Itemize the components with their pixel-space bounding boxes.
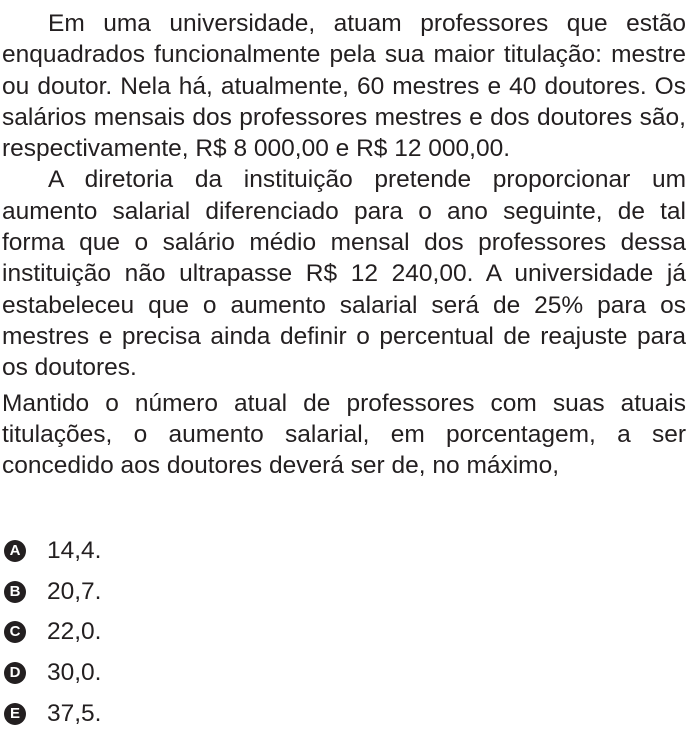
option-c-text: 22,0.: [47, 618, 102, 646]
option-a-letter-icon: A: [4, 540, 26, 562]
option-e[interactable]: [4, 693, 604, 734]
question-paragraph-1: Em uma universidade, atuam professores que estão enquadrados funcionalmente pela sua maior titulação: mestre ou doutor. Nela há, atualmente, 60 mestres e 40 doutores. Os salários mensais dos professores mestres e dos doutores são, respectivamente, R$ 8 000,00 e R$ 12 000,00.: [2, 10, 686, 163]
option-d-letter-icon: D: [4, 662, 26, 684]
question-paragraph-2: A diretoria da instituição pretende proporcionar um aumento salarial diferenciado para o ano seguinte, de tal forma que o salário médio mensal dos professores dessa instituição não ultrapasse R$ 12 240,00. A universidade já estabeleceu que o aumento salarial será de 25% para os mestres e precisa ainda definir o percentual de reajuste para os doutores.: [2, 166, 686, 382]
option-c[interactable]: [4, 612, 604, 653]
option-b[interactable]: [4, 572, 604, 613]
option-d[interactable]: [4, 653, 604, 694]
option-a[interactable]: [4, 531, 604, 572]
option-c-letter-icon: C: [4, 621, 26, 643]
option-d-text: 30,0.: [47, 659, 102, 687]
option-a-text: 14,4.: [47, 537, 102, 565]
answer-options: [4, 531, 604, 734]
question-statement: [2, 8, 686, 481]
option-b-letter-icon: B: [4, 581, 26, 603]
option-e-letter-icon: E: [4, 703, 26, 725]
question-prompt: Mantido o número atual de professores com suas atuais titulações, o aumento salarial, em porcentagem, a ser concedido aos doutores deverá ser de, no máximo,: [2, 389, 686, 480]
option-b-text: 20,7.: [47, 577, 102, 605]
option-e-text: 37,5.: [47, 699, 102, 727]
